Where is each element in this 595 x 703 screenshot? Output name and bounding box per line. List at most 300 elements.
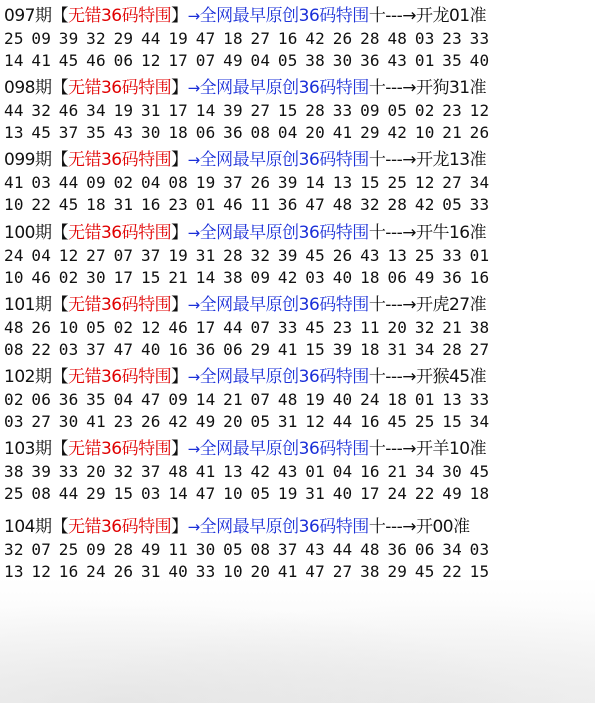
open-bracket: 【 (51, 6, 68, 26)
number-cell: 37 (140, 462, 161, 481)
number-cell: 15 (305, 340, 325, 359)
number-cell: 02 (113, 173, 134, 192)
number-cell: 26 (140, 412, 161, 431)
arrow-icon: → (187, 368, 200, 386)
number-cell: 39 (277, 246, 298, 265)
period-result: 开狗31准 (415, 78, 487, 98)
number-row (4, 411, 590, 433)
number-cell: 42 (305, 29, 325, 48)
close-bracket: 】 (171, 295, 188, 315)
number-cell: 28 (360, 29, 380, 48)
number-cell: 32 (31, 101, 52, 120)
bottom-fade (0, 583, 595, 703)
number-cell: 47 (305, 562, 325, 581)
number-cell: 02 (113, 318, 134, 337)
number-cell: 48 (4, 318, 24, 337)
number-cell: 16 (140, 195, 161, 214)
number-cell: 25 (414, 246, 435, 265)
number-cell: 32 (250, 246, 271, 265)
number-cell: 38 (469, 318, 490, 337)
number-cell: 28 (223, 246, 243, 265)
number-cell: 27 (250, 101, 271, 120)
number-cell: 32 (113, 462, 134, 481)
number-cell: 05 (223, 540, 243, 559)
number-cell: 33 (442, 246, 462, 265)
arrow-icon: → (187, 151, 200, 169)
period-result: 开羊10准 (415, 439, 487, 459)
period-header (4, 365, 590, 389)
header-title: 无错36码特围 (67, 6, 172, 26)
number-cell: 48 (360, 540, 380, 559)
number-cell: 27 (469, 340, 490, 359)
number-cell: 36 (387, 540, 408, 559)
number-cell: 17 (168, 51, 189, 70)
header-slogan: 全网最早原创36码特围 (199, 150, 369, 170)
number-cell: 43 (113, 123, 134, 142)
number-cell: 06 (195, 123, 216, 142)
number-cell: 28 (113, 540, 134, 559)
number-cell: 09 (250, 268, 271, 287)
number-cell: 37 (58, 123, 79, 142)
number-cell: 45 (414, 562, 435, 581)
number-cell: 10 (414, 123, 435, 142)
number-cell: 29 (360, 123, 380, 142)
close-bracket: 】 (171, 439, 188, 459)
arrow-icon: → (187, 296, 200, 314)
number-cell: 01 (469, 246, 490, 265)
number-cell: 11 (360, 318, 380, 337)
number-cell: 08 (168, 173, 189, 192)
number-cell: 43 (305, 540, 325, 559)
number-cell: 34 (414, 462, 435, 481)
header-trail: 十---→ (368, 150, 416, 170)
number-cell: 31 (387, 340, 408, 359)
period-header (4, 221, 590, 245)
number-cell: 48 (277, 390, 298, 409)
arrow-icon: → (187, 79, 200, 97)
number-cell: 44 (4, 101, 24, 120)
number-cell: 44 (58, 173, 79, 192)
period-number: 102期 (4, 367, 52, 387)
number-cell: 08 (4, 340, 24, 359)
number-cell: 36 (360, 51, 380, 70)
number-row (4, 122, 590, 144)
number-cell: 20 (223, 412, 243, 431)
number-cell: 39 (31, 462, 52, 481)
number-cell: 42 (414, 195, 435, 214)
number-cell: 32 (86, 29, 106, 48)
number-cell: 29 (387, 562, 408, 581)
header-title: 无错36码特围 (67, 439, 172, 459)
number-cell: 31 (140, 101, 161, 120)
number-cell: 14 (305, 173, 325, 192)
number-cell: 46 (58, 101, 79, 120)
number-cell: 21 (442, 318, 462, 337)
header-title: 无错36码特围 (67, 223, 172, 243)
number-cell: 15 (469, 562, 490, 581)
number-cell: 10 (223, 562, 243, 581)
number-cell: 44 (223, 318, 243, 337)
number-cell: 18 (168, 123, 189, 142)
number-cell: 10 (58, 318, 79, 337)
number-cell: 07 (250, 390, 271, 409)
number-cell: 13 (332, 173, 353, 192)
number-cell: 41 (195, 462, 216, 481)
number-cell: 10 (223, 484, 243, 503)
number-cell: 45 (387, 412, 408, 431)
period-block (4, 221, 590, 289)
number-cell: 44 (140, 29, 161, 48)
number-cell: 19 (168, 246, 189, 265)
number-cell: 22 (442, 562, 462, 581)
number-cell: 39 (58, 29, 79, 48)
number-cell: 27 (442, 173, 462, 192)
period-header (4, 76, 590, 100)
number-cell: 28 (442, 340, 462, 359)
number-cell: 17 (113, 268, 134, 287)
period-header (4, 293, 590, 317)
number-cell: 39 (223, 101, 243, 120)
number-cell: 29 (113, 29, 134, 48)
number-cell: 27 (250, 29, 271, 48)
header-trail: 十---→ (368, 78, 416, 98)
number-cell: 01 (195, 195, 216, 214)
number-cell: 24 (360, 390, 380, 409)
number-cell: 48 (387, 29, 408, 48)
number-cell: 04 (140, 173, 161, 192)
number-cell: 09 (31, 29, 52, 48)
number-cell: 09 (86, 173, 106, 192)
period-result: 开猴45准 (415, 367, 487, 387)
number-cell: 12 (305, 412, 325, 431)
number-cell: 02 (414, 101, 435, 120)
number-cell: 27 (86, 246, 106, 265)
number-cell: 07 (195, 51, 216, 70)
number-cell: 44 (332, 412, 353, 431)
number-cell: 47 (113, 340, 134, 359)
number-cell: 05 (86, 318, 106, 337)
number-cell: 36 (442, 268, 462, 287)
number-cell: 03 (58, 340, 79, 359)
number-cell: 12 (58, 246, 79, 265)
number-cell: 03 (469, 540, 490, 559)
number-cell: 37 (223, 173, 243, 192)
number-cell: 08 (250, 540, 271, 559)
number-cell: 26 (332, 29, 353, 48)
header-trail: 十---→ (368, 223, 416, 243)
period-result: 开虎27准 (415, 295, 487, 315)
number-cell: 38 (4, 462, 24, 481)
period-number: 100期 (4, 223, 52, 243)
number-cell: 33 (469, 390, 490, 409)
number-cell: 16 (58, 562, 79, 581)
number-cell: 06 (31, 390, 52, 409)
arrow-icon: → (187, 7, 200, 25)
number-cell: 42 (250, 462, 271, 481)
number-cell: 40 (332, 390, 353, 409)
header-slogan: 全网最早原创36码特围 (199, 78, 369, 98)
number-cell: 26 (113, 562, 134, 581)
number-cell: 19 (113, 101, 134, 120)
number-row (4, 245, 590, 267)
number-cell: 15 (360, 173, 380, 192)
number-cell: 25 (58, 540, 79, 559)
period-header (4, 437, 590, 461)
number-cell: 15 (140, 268, 161, 287)
number-cell: 19 (168, 29, 189, 48)
number-cell: 01 (414, 51, 435, 70)
header-title: 无错36码特围 (67, 295, 172, 315)
close-bracket: 】 (171, 223, 188, 243)
close-bracket: 】 (171, 6, 188, 26)
number-cell: 25 (4, 29, 24, 48)
header-title: 无错36码特围 (67, 78, 172, 98)
number-cell: 31 (277, 412, 298, 431)
number-cell: 49 (414, 268, 435, 287)
number-cell: 12 (140, 318, 161, 337)
number-cell: 13 (387, 246, 408, 265)
number-cell: 16 (277, 29, 298, 48)
period-result: 开龙13准 (415, 150, 487, 170)
close-bracket: 】 (171, 517, 188, 537)
number-cell: 33 (58, 462, 79, 481)
number-cell: 41 (4, 173, 24, 192)
number-cell: 42 (168, 412, 189, 431)
number-cell: 18 (360, 268, 380, 287)
number-cell: 41 (277, 340, 298, 359)
header-title: 无错36码特围 (67, 517, 172, 537)
header-slogan: 全网最早原创36码特围 (199, 517, 369, 537)
number-cell: 15 (277, 101, 298, 120)
number-cell: 02 (58, 268, 79, 287)
period-number: 098期 (4, 78, 52, 98)
number-cell: 16 (360, 412, 380, 431)
number-cell: 07 (113, 246, 134, 265)
number-cell: 35 (86, 390, 106, 409)
number-cell: 45 (469, 462, 490, 481)
number-cell: 42 (387, 123, 408, 142)
number-cell: 45 (305, 318, 325, 337)
number-cell: 27 (31, 412, 52, 431)
number-cell: 21 (442, 123, 462, 142)
number-cell: 45 (58, 51, 79, 70)
number-cell: 03 (414, 29, 435, 48)
number-cell: 47 (305, 195, 325, 214)
number-cell: 15 (113, 484, 134, 503)
period-number: 101期 (4, 295, 52, 315)
number-cell: 09 (86, 540, 106, 559)
number-cell: 29 (250, 340, 271, 359)
header-trail: 十---→ (368, 439, 416, 459)
number-cell: 04 (277, 123, 298, 142)
number-cell: 30 (140, 123, 161, 142)
arrow-icon: → (187, 518, 200, 536)
number-cell: 11 (250, 195, 271, 214)
period-header (4, 515, 590, 539)
number-cell: 26 (31, 318, 52, 337)
number-cell: 08 (31, 484, 52, 503)
number-cell: 05 (250, 484, 271, 503)
number-row (4, 50, 590, 72)
number-cell: 36 (195, 340, 216, 359)
number-cell: 48 (332, 195, 353, 214)
period-block (4, 4, 590, 72)
period-number: 103期 (4, 439, 52, 459)
number-cell: 31 (305, 484, 325, 503)
number-cell: 33 (469, 29, 490, 48)
number-cell: 38 (305, 51, 325, 70)
number-cell: 08 (250, 123, 271, 142)
period-block (4, 76, 590, 144)
number-cell: 40 (332, 484, 353, 503)
number-cell: 22 (414, 484, 435, 503)
number-cell: 23 (442, 29, 462, 48)
number-cell: 06 (414, 540, 435, 559)
period-block (4, 437, 590, 505)
number-cell: 41 (86, 412, 106, 431)
number-cell: 31 (113, 195, 134, 214)
number-row (4, 317, 590, 339)
number-cell: 16 (360, 462, 380, 481)
number-cell: 21 (223, 390, 243, 409)
number-cell: 14 (4, 51, 24, 70)
number-cell: 30 (86, 268, 106, 287)
number-cell: 37 (140, 246, 161, 265)
period-result: 开龙01准 (415, 6, 487, 26)
number-cell: 35 (442, 51, 462, 70)
number-cell: 20 (305, 123, 325, 142)
number-cell: 30 (332, 51, 353, 70)
number-row (4, 483, 590, 505)
number-cell: 20 (86, 462, 106, 481)
number-cell: 34 (414, 340, 435, 359)
number-cell: 23 (442, 101, 462, 120)
number-cell: 33 (332, 101, 353, 120)
number-cell: 18 (360, 340, 380, 359)
number-cell: 20 (387, 318, 408, 337)
open-bracket: 【 (51, 367, 68, 387)
number-cell: 36 (277, 195, 298, 214)
number-cell: 49 (223, 51, 243, 70)
number-cell: 41 (31, 51, 52, 70)
number-row (4, 539, 590, 561)
number-row (4, 461, 590, 483)
number-cell: 04 (113, 390, 134, 409)
number-cell: 46 (86, 51, 106, 70)
number-cell: 32 (4, 540, 24, 559)
number-cell: 32 (360, 195, 380, 214)
number-cell: 29 (86, 484, 106, 503)
number-cell: 01 (305, 462, 325, 481)
number-cell: 47 (195, 29, 216, 48)
number-cell: 18 (86, 195, 106, 214)
open-bracket: 【 (51, 78, 68, 98)
number-cell: 23 (168, 195, 189, 214)
period-block (4, 515, 590, 583)
number-cell: 33 (195, 562, 216, 581)
number-row (4, 389, 590, 411)
number-cell: 40 (140, 340, 161, 359)
header-slogan: 全网最早原创36码特围 (199, 439, 369, 459)
number-cell: 13 (4, 123, 24, 142)
number-row (4, 28, 590, 50)
number-row (4, 172, 590, 194)
number-cell: 04 (332, 462, 353, 481)
header-trail: 十---→ (368, 6, 416, 26)
number-cell: 41 (277, 562, 298, 581)
period-header (4, 4, 590, 28)
number-cell: 19 (277, 484, 298, 503)
number-cell: 12 (31, 562, 52, 581)
number-cell: 21 (387, 462, 408, 481)
arrow-icon: → (187, 440, 200, 458)
header-trail: 十---→ (368, 517, 416, 537)
number-cell: 27 (332, 562, 353, 581)
number-cell: 11 (168, 540, 189, 559)
number-cell: 26 (250, 173, 271, 192)
number-cell: 36 (223, 123, 243, 142)
number-cell: 49 (195, 412, 216, 431)
number-cell: 14 (195, 268, 216, 287)
number-cell: 30 (195, 540, 216, 559)
number-cell: 05 (387, 101, 408, 120)
number-cell: 33 (469, 195, 490, 214)
header-title: 无错36码特围 (67, 367, 172, 387)
number-cell: 05 (250, 412, 271, 431)
number-cell: 47 (140, 390, 161, 409)
number-cell: 31 (140, 562, 161, 581)
number-cell: 17 (360, 484, 380, 503)
number-cell: 45 (305, 246, 325, 265)
number-cell: 06 (387, 268, 408, 287)
number-cell: 13 (4, 562, 24, 581)
number-cell: 33 (277, 318, 298, 337)
number-cell: 28 (387, 195, 408, 214)
number-cell: 02 (4, 390, 24, 409)
number-cell: 31 (195, 246, 216, 265)
number-cell: 24 (4, 246, 24, 265)
number-cell: 44 (58, 484, 79, 503)
number-cell: 05 (442, 195, 462, 214)
number-cell: 43 (277, 462, 298, 481)
number-cell: 48 (168, 462, 189, 481)
number-cell: 12 (414, 173, 435, 192)
header-slogan: 全网最早原创36码特围 (199, 6, 369, 26)
number-cell: 43 (387, 51, 408, 70)
number-row (4, 339, 590, 361)
open-bracket: 【 (51, 517, 68, 537)
period-number: 097期 (4, 6, 52, 26)
period-header (4, 148, 590, 172)
number-cell: 42 (277, 268, 298, 287)
number-cell: 15 (442, 412, 462, 431)
number-cell: 09 (360, 101, 380, 120)
number-cell: 34 (86, 101, 106, 120)
number-cell: 04 (250, 51, 271, 70)
number-cell: 05 (277, 51, 298, 70)
number-cell: 12 (469, 101, 490, 120)
header-trail: 十---→ (368, 367, 416, 387)
number-cell: 09 (168, 390, 189, 409)
open-bracket: 【 (51, 295, 68, 315)
number-cell: 37 (86, 340, 106, 359)
number-cell: 23 (332, 318, 353, 337)
number-cell: 43 (360, 246, 380, 265)
number-row (4, 561, 590, 583)
number-cell: 40 (469, 51, 490, 70)
number-cell: 26 (332, 246, 353, 265)
number-cell: 34 (469, 412, 490, 431)
